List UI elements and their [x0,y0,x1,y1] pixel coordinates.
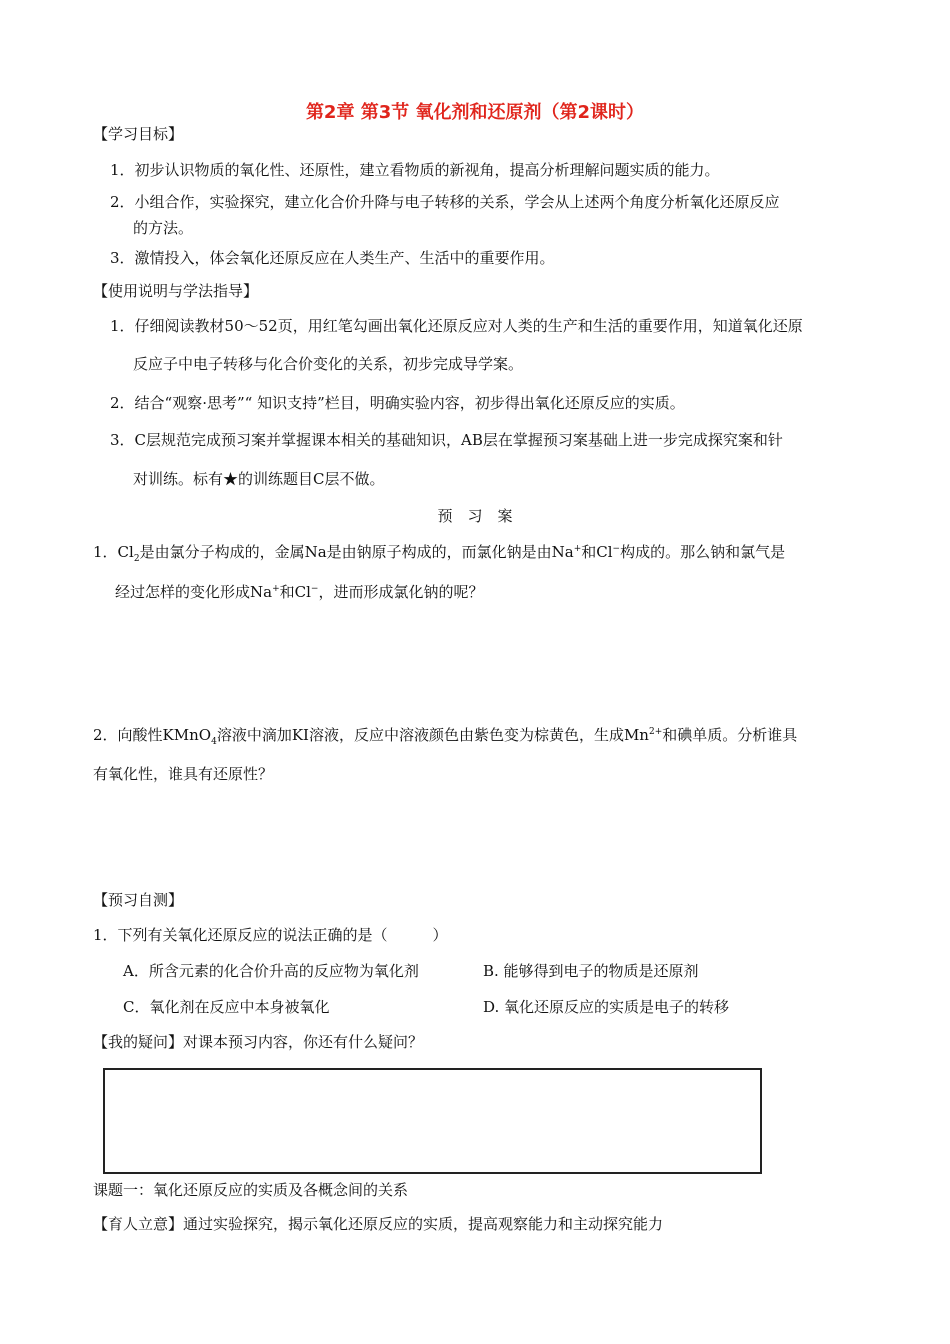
option-c: C．氧化剂在反应中本身被氧化 [123,998,330,1016]
objective-item: 2．小组合作，实验探究，建立化合价升降与电子转移的关系，学会从上述两个角度分析氧化还原反应 [110,193,780,211]
my-questions-answer-box[interactable] [103,1068,762,1174]
objective-item: 3．激情投入，体会氧化还原反应在人类生产、生活中的重要作用。 [110,249,555,267]
preview-question-1-line-1: 1．$Cl_2$是由氯分子构成的，金属Na是由钠原子构成的，而氯化钠是由Na+和Cl−构成的。那么钠和氯气是 [93,543,786,564]
page-title: 第2章 第3节 氧化剂和还原剂（第2课时） [305,102,645,123]
usage-item: 对训练。标有★的训练题目C层不做。 [133,470,385,488]
objective-item: 的方法。 [133,219,194,237]
preview-question-2-line-2: 有氧化性，谁具有还原性？ [93,765,274,783]
usage-item: 反应子中电子转移与化合价变化的关系，初步完成导学案。 [133,355,524,373]
topic-line: 课题一：氧化还原反应的实质及各概念间的关系 [93,1181,409,1199]
usage-heading: 【使用说明与学法指导】 [93,282,259,300]
preview-heading: 预 习 案 [437,507,513,525]
objective-item: 1．初步认识物质的氧化性、还原性，建立看物质的新视角，提高分析理解问题实质的能力。 [110,161,720,179]
usage-item: 2．结合“观察·思考”“ 知识支持”栏目，明确实验内容，初步得出氧化还原反应的实质。 [110,394,685,412]
usage-item: 1．仔细阅读教材50～52页，用红笔勾画出氧化还原反应对人类的生产和生活的重要作用，知道氧化还原 [110,317,803,335]
usage-item: 3．C层规范完成预习案并掌握课本相关的基础知识，AB层在掌握预习案基础上进一步完成探究案和针 [110,431,783,449]
self-test-heading: 【预习自测】 [93,891,184,909]
preview-question-1-line-2: 经过怎样的变化形成Na+和Cl−，进而形成氯化钠的呢？ [115,583,484,601]
topic-intent: 【育人立意】通过实验探究，揭示氧化还原反应的实质，提高观察能力和主动探究能力 [93,1215,664,1233]
self-test-question: 1．下列有关氧化还原反应的说法正确的是（ ） [93,926,448,944]
my-questions-label: 【我的疑问】对课本预习内容，你还有什么疑问？ [93,1033,424,1051]
option-d: D. 氧化还原反应的实质是电子的转移 [483,998,730,1016]
preview-question-2-line-1: 2．向酸性KMnO$_4$溶液中滴加KI溶液，反应中溶液颜色由紫色变为棕黄色，生成$Mn^{2+}$和碘单质。分析谁具 [93,726,798,747]
option-a: A．所含元素的化合价升高的反应物为氧化剂 [123,962,419,980]
objectives-heading: 【学习目标】 [93,125,184,143]
option-b: B. 能够得到电子的物质是还原剂 [483,962,699,980]
